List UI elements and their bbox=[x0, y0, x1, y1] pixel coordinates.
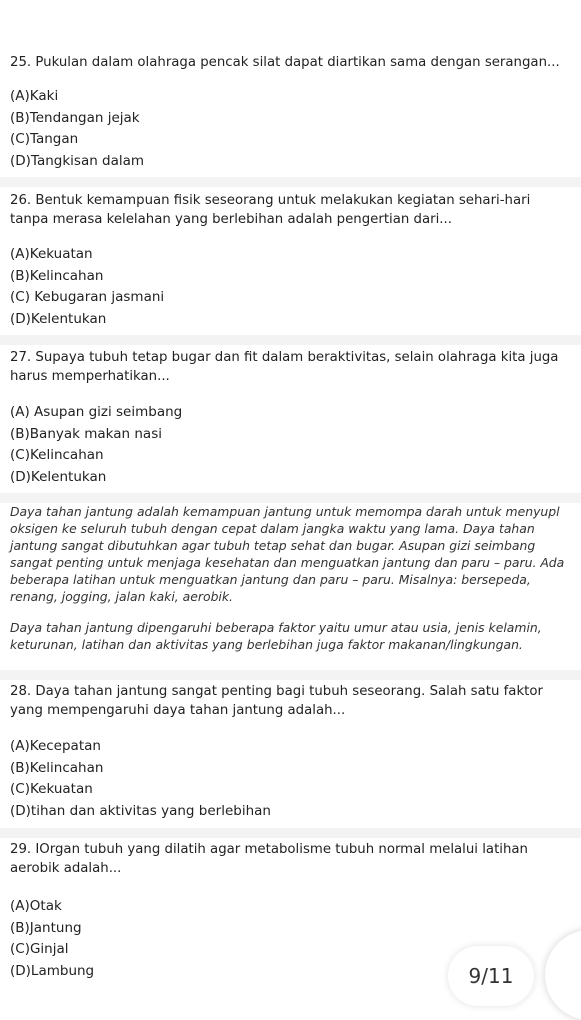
explanation-note: Daya tahan jantung adalah kemampuan jantung untuk memompa darah untuk menyupl oksigen ke seluruh tubuh dengan cepat dalam jangka waktu yang lama. Daya tahan jantung sangat dibutuhkan agar tubuh tetap sehat dan bugar. Asupan gizi seimbang sangat penting untuk menjaga kesehatan dan menguatkan jantung dan paru – paru. Ada beberapa latihan untuk menguatkan jantung dan paru – paru. Misalnya: bersepeda, renang, jogging, jalan kaki, aerobik. bbox=[10, 504, 565, 604]
option-27-d[interactable]: (D)Kelentukan bbox=[10, 468, 107, 485]
option-29-b[interactable]: (B)Jantung bbox=[10, 919, 82, 936]
option-27-b[interactable]: (B)Banyak makan nasi bbox=[10, 425, 162, 442]
question-27-options bbox=[10, 402, 182, 488]
question-27: 27. Supaya tubuh tetap bugar dan fit dalam beraktivitas, selain olahraga kita juga harus memperhatikan... bbox=[10, 350, 559, 384]
option-27-a[interactable]: (A) Asupan gizi seimbang bbox=[10, 404, 183, 420]
question-26-options bbox=[10, 244, 164, 330]
option-26-d[interactable]: (D)Kelentukan bbox=[10, 310, 107, 327]
option-28-d[interactable]: (D)tihan dan aktivitas yang berlebihan bbox=[10, 802, 271, 819]
option-28-b[interactable]: (B)Kelincahan bbox=[10, 759, 104, 776]
question-25-options bbox=[10, 86, 144, 172]
divider bbox=[0, 670, 581, 680]
option-28-c[interactable]: (C)Kekuatan bbox=[10, 781, 93, 797]
option-26-b[interactable]: (B)Kelincahan bbox=[10, 267, 104, 284]
option-25-c[interactable]: (C)Tangan bbox=[10, 131, 79, 147]
option-26-a[interactable]: (A)Kekuatan bbox=[10, 246, 93, 262]
floating-action-button[interactable] bbox=[545, 930, 581, 1020]
option-29-c[interactable]: (C)Ginjal bbox=[10, 941, 69, 957]
option-26-c[interactable]: (C) Kebugaran jasmani bbox=[10, 289, 165, 305]
page-indicator: 9/11 bbox=[448, 946, 534, 1006]
divider bbox=[0, 828, 581, 838]
option-25-b[interactable]: (B)Tendangan jejak bbox=[10, 109, 140, 126]
question-29-options bbox=[10, 896, 94, 982]
divider bbox=[0, 335, 581, 345]
option-29-a[interactable]: (A)Otak bbox=[10, 898, 62, 914]
question-29: 29. IOrgan tubuh yang dilatih agar metabolisme tubuh normal melalui latihan aerobik adalah... bbox=[10, 842, 528, 876]
question-26: 26. Bentuk kemampuan fisik seseorang untuk melakukan kegiatan sehari-hari tanpa merasa kelelahan yang berlebihan adalah pengertian dari... bbox=[10, 193, 531, 227]
divider bbox=[0, 177, 581, 187]
option-27-c[interactable]: (C)Kelincahan bbox=[10, 447, 104, 463]
question-25: 25. Pukulan dalam olahraga pencak silat dapat diartikan sama dengan serangan... bbox=[10, 55, 560, 70]
option-29-d[interactable]: (D)Lambung bbox=[10, 962, 95, 979]
divider bbox=[0, 493, 581, 503]
option-25-d[interactable]: (D)Tangkisan dalam bbox=[10, 152, 145, 169]
option-28-a[interactable]: (A)Kecepatan bbox=[10, 738, 101, 754]
option-25-a[interactable]: (A)Kaki bbox=[10, 88, 59, 104]
question-28-options bbox=[10, 736, 271, 822]
explanation-note: Daya tahan jantung dipengaruhi beberapa faktor yaitu umur atau usia, jenis kelamin, keturunan, latihan dan aktivitas yang berlebihan juga faktor makanan/lingkungan. bbox=[10, 620, 542, 652]
question-28: 28. Daya tahan jantung sangat penting bagi tubuh seseorang. Salah satu faktor yang mempengaruhi daya tahan jantung adalah... bbox=[10, 684, 543, 718]
